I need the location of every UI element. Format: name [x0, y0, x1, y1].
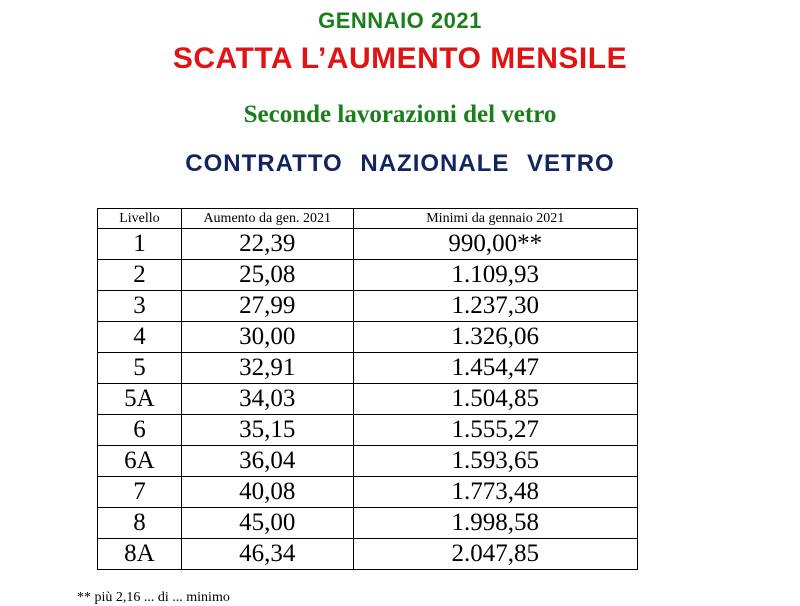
table-row [98, 291, 638, 322]
cell-aumento: 27,99 [181, 291, 353, 322]
table-row [98, 477, 638, 508]
cell-livello: 1 [98, 229, 182, 260]
cell-aumento: 25,08 [181, 260, 353, 291]
table-row [98, 322, 638, 353]
table-row [98, 229, 638, 260]
cell-minimo: 1.109,93 [353, 260, 637, 291]
main-title: SCATTA L’AUMENTO MENSILE [172, 42, 628, 75]
table-row [98, 446, 638, 477]
footnote: ** più 2,16 ... di ... minimo [77, 590, 230, 605]
cell-livello: 2 [98, 260, 182, 291]
cell-aumento: 46,34 [181, 539, 353, 570]
table-row [98, 353, 638, 384]
cell-minimo: 1.593,65 [353, 446, 637, 477]
cell-minimo: 990,00** [353, 229, 637, 260]
date-title: GENNAIO 2021 [318, 8, 482, 33]
table-row [98, 384, 638, 415]
cell-minimo: 1.326,06 [353, 322, 637, 353]
table-header-row [98, 209, 638, 229]
table-row [98, 508, 638, 539]
wage-table [97, 208, 638, 570]
cell-minimo: 1.237,30 [353, 291, 637, 322]
cell-minimo: 1.504,85 [353, 384, 637, 415]
cell-aumento: 36,04 [181, 446, 353, 477]
cell-livello: 6A [98, 446, 182, 477]
cell-minimo: 1.998,58 [353, 508, 637, 539]
cell-aumento: 32,91 [181, 353, 353, 384]
cell-minimo: 1.454,47 [353, 353, 637, 384]
column-header-livello: Livello [98, 209, 182, 229]
cell-minimo: 1.773,48 [353, 477, 637, 508]
cell-minimo: 1.555,27 [353, 415, 637, 446]
cell-livello: 5 [98, 353, 182, 384]
cell-livello: 4 [98, 322, 182, 353]
table-row [98, 260, 638, 291]
cell-aumento: 35,15 [181, 415, 353, 446]
cell-livello: 6 [98, 415, 182, 446]
cell-aumento: 22,39 [181, 229, 353, 260]
cell-aumento: 40,08 [181, 477, 353, 508]
cell-livello: 8A [98, 539, 182, 570]
column-header-minimi: Minimi da gennaio 2021 [353, 209, 637, 229]
cell-livello: 5A [98, 384, 182, 415]
table-row [98, 539, 638, 570]
table-row [98, 415, 638, 446]
cell-aumento: 34,03 [181, 384, 353, 415]
cell-livello: 7 [98, 477, 182, 508]
column-header-aumento: Aumento da gen. 2021 [181, 209, 353, 229]
cell-minimo: 2.047,85 [353, 539, 637, 570]
cell-aumento: 30,00 [181, 322, 353, 353]
cell-livello: 8 [98, 508, 182, 539]
cell-aumento: 45,00 [181, 508, 353, 539]
cell-livello: 3 [98, 291, 182, 322]
contract-title: CONTRATTO NAZIONALE VETRO [185, 150, 615, 177]
subtitle: Seconde lavorazioni del vetro [243, 101, 557, 128]
